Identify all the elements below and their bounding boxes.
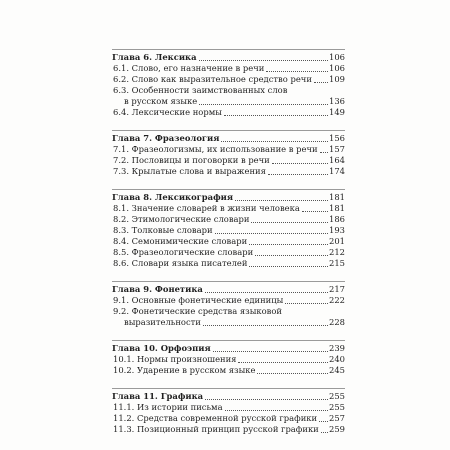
entry-title: 8.6. Словари языка писателей <box>113 258 248 268</box>
toc-entry <box>112 203 345 214</box>
chapter-9 <box>112 281 345 328</box>
section-gap <box>112 269 345 281</box>
section-gap <box>112 177 345 189</box>
page-number: 217 <box>329 284 345 294</box>
chapter-heading <box>112 391 345 402</box>
entry-title: 7.2. Пословицы и поговорки в речи <box>113 155 270 165</box>
section-gap <box>112 118 345 130</box>
entry-title: 6.2. Слово как выразительное средство речи <box>113 74 312 84</box>
page-number: 193 <box>329 225 345 235</box>
leader-dots <box>205 291 328 293</box>
chapter-6 <box>112 49 345 118</box>
page-number: 215 <box>329 258 345 268</box>
chapter-heading <box>112 284 345 295</box>
chapter-10 <box>112 340 345 376</box>
leader-dots <box>205 398 328 400</box>
toc-entry <box>112 258 345 269</box>
toc-entry <box>112 424 345 435</box>
toc-entry <box>112 214 345 225</box>
entry-title: 10.1. Нормы произношения <box>113 354 237 364</box>
leader-dots <box>302 210 328 212</box>
toc-entry <box>112 295 345 306</box>
leader-dots <box>285 302 328 304</box>
page-number: 259 <box>329 424 345 434</box>
page-number: 186 <box>329 214 345 224</box>
chapter-heading <box>112 52 345 63</box>
leader-dots <box>268 173 328 175</box>
toc-entry <box>112 365 345 376</box>
entry-title: 8.1. Значение словарей в жизни человека <box>113 203 300 213</box>
page-number: 239 <box>329 343 345 353</box>
leader-dots <box>321 431 328 433</box>
page-number: 149 <box>329 107 345 117</box>
toc-entry <box>112 155 345 166</box>
toc-entry <box>112 402 345 413</box>
page-number: 255 <box>329 402 345 412</box>
chapter-heading <box>112 343 345 354</box>
leader-dots <box>266 70 328 72</box>
entry-title: 9.2. Фонетические средства языковой <box>113 306 283 316</box>
chapter-8 <box>112 189 345 269</box>
leader-dots <box>314 81 328 83</box>
toc-entry <box>112 413 345 424</box>
leader-dots <box>319 420 328 422</box>
toc-entry-continuation <box>112 96 345 107</box>
leader-dots <box>251 221 328 223</box>
page-number: 109 <box>329 74 345 84</box>
page-number: 157 <box>329 144 345 154</box>
page-number: 181 <box>329 203 345 213</box>
leader-dots <box>272 162 328 164</box>
chapter-heading <box>112 133 345 144</box>
entry-title: 9.1. Основные фонетические единицы <box>113 295 284 305</box>
toc-entry <box>112 107 345 118</box>
leader-dots <box>249 265 328 267</box>
toc-entry <box>112 354 345 365</box>
section-gap <box>112 376 345 388</box>
chapter-title: Глава 6. Лексика <box>112 52 197 62</box>
toc-entry <box>112 144 345 155</box>
leader-dots <box>199 103 328 105</box>
entry-title: 6.3. Особенности заимствованных слов <box>113 85 288 95</box>
toc-entry-continuation <box>112 317 345 328</box>
toc-entry <box>112 63 345 74</box>
entry-title: 11.3. Позиционный принцип русской графики <box>113 424 319 434</box>
chapter-title: Глава 7. Фразеология <box>112 133 220 143</box>
leader-dots <box>213 350 328 352</box>
toc-entry <box>112 306 345 317</box>
page-number: 136 <box>329 96 345 106</box>
page-number: 212 <box>329 247 345 257</box>
page-number: 201 <box>329 236 345 246</box>
chapter-7 <box>112 130 345 177</box>
toc-entry <box>112 85 345 96</box>
leader-dots <box>203 324 328 326</box>
toc-entry <box>112 166 345 177</box>
page-number: 228 <box>329 317 345 327</box>
chapter-title: Глава 10. Орфоэпия <box>112 343 211 353</box>
entry-title: 6.1. Слово, его назначение в речи <box>113 63 265 73</box>
page-number: 181 <box>329 192 345 202</box>
page-number: 255 <box>329 391 345 401</box>
entry-title: 11.1. Из истории письма <box>113 402 223 412</box>
chapter-11 <box>112 388 345 435</box>
leader-dots <box>257 372 328 374</box>
toc-entry <box>112 247 345 258</box>
table-of-contents <box>112 49 345 435</box>
page-number: 240 <box>329 354 345 364</box>
leader-dots <box>225 409 328 411</box>
entry-title: 8.3. Толковые словари <box>113 225 213 235</box>
page-number: 174 <box>329 166 345 176</box>
entry-title-continuation: в русском языке <box>113 96 198 107</box>
page-number: 156 <box>329 133 345 143</box>
page-number: 106 <box>329 63 345 73</box>
leader-dots <box>255 254 328 256</box>
entry-title: 8.5. Фразеологические словари <box>113 247 254 257</box>
leader-dots <box>238 361 328 363</box>
entry-title: 8.2. Этимологические словари <box>113 214 250 224</box>
entry-title: 7.1. Фразеологизмы, их использование в речи <box>113 144 318 154</box>
page-number: 245 <box>329 365 345 375</box>
entry-title: 6.4. Лексические нормы <box>113 107 222 117</box>
entry-title: 8.4. Семонимические словари <box>113 236 248 246</box>
leader-dots <box>235 199 328 201</box>
page-number: 222 <box>329 295 345 305</box>
toc-entry <box>112 225 345 236</box>
toc-entry <box>112 236 345 247</box>
leader-dots <box>215 232 328 234</box>
leader-dots <box>199 59 328 61</box>
section-gap <box>112 328 345 340</box>
leader-dots <box>320 151 328 153</box>
entry-title: 10.2. Ударение в русском языке <box>113 365 256 375</box>
entry-title: 7.3. Крылатые слова и выражения <box>113 166 266 176</box>
entry-title: 11.2. Средства современной русской графики <box>113 413 318 423</box>
leader-dots <box>249 243 328 245</box>
chapter-title: Глава 8. Лексикография <box>112 192 234 202</box>
entry-title-continuation: выразительности <box>113 317 202 328</box>
chapter-title: Глава 11. Графика <box>112 391 204 401</box>
page-number: 106 <box>329 52 345 62</box>
chapter-title: Глава 9. Фонетика <box>112 284 203 294</box>
leader-dots <box>221 140 328 142</box>
leader-dots <box>224 114 328 116</box>
chapter-heading <box>112 192 345 203</box>
page-number: 257 <box>329 413 345 423</box>
page-number: 164 <box>329 155 345 165</box>
toc-entry <box>112 74 345 85</box>
